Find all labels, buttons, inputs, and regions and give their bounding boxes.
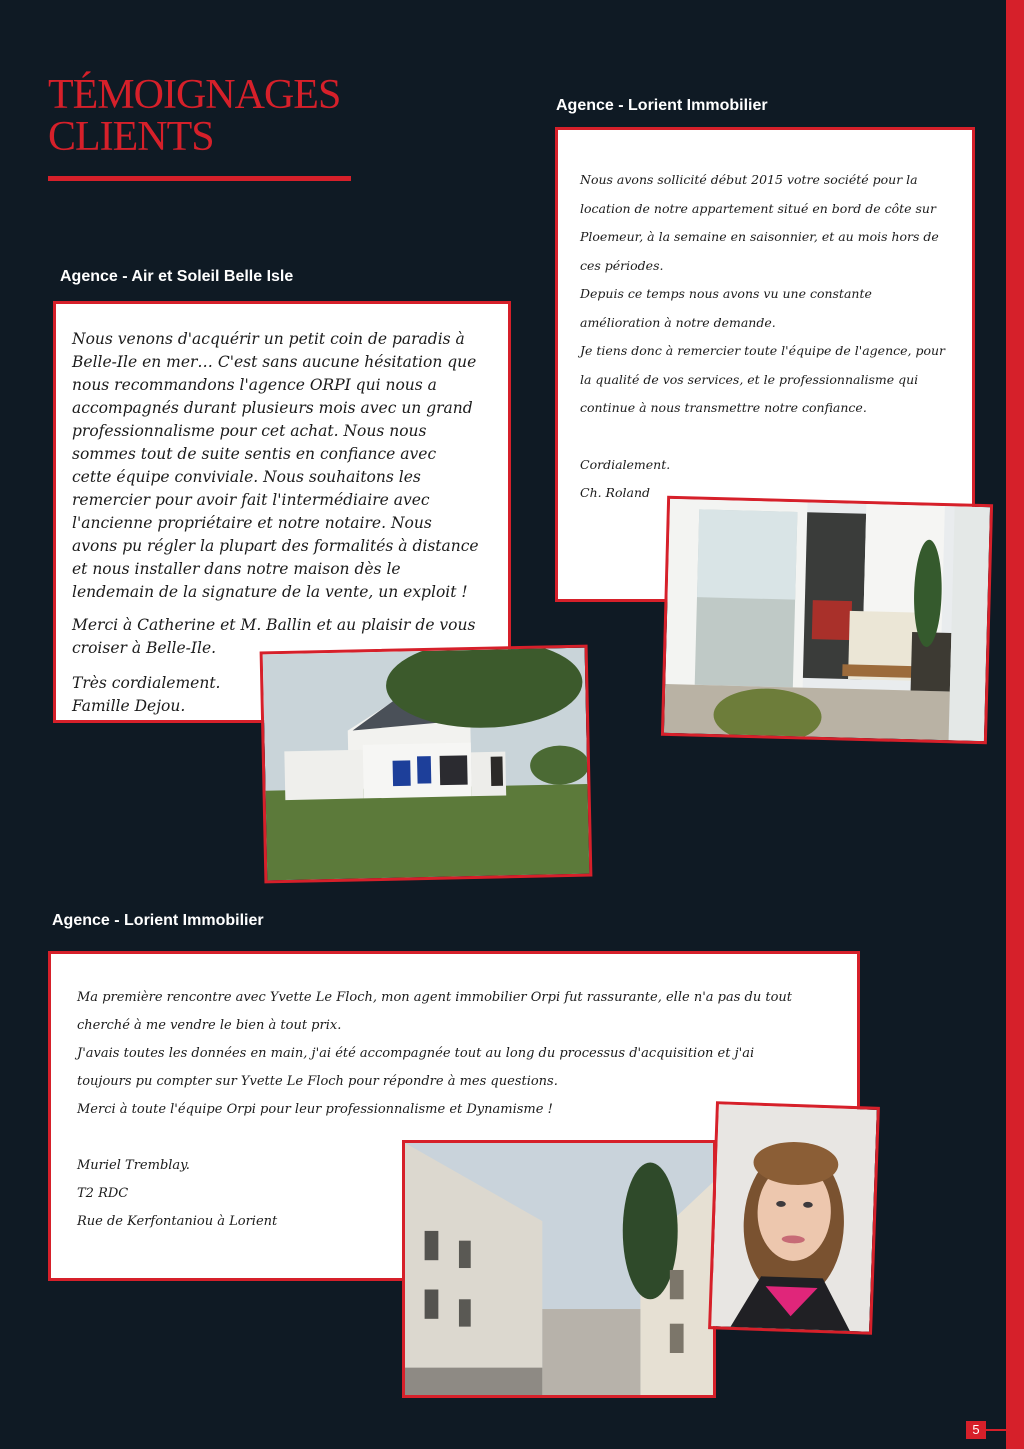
page-title-line2: CLIENTS bbox=[48, 114, 214, 160]
letter-signoff: Cordialement. bbox=[580, 456, 671, 472]
letter-paragraph: Depuis ce temps nous avons vu une constante amélioration à notre demande. bbox=[580, 286, 872, 330]
page-title-line1: TÉMOIGNAGES bbox=[48, 72, 341, 118]
letter-signature: Muriel Tremblay. bbox=[77, 1158, 190, 1173]
agency-label-lorient-2: Agence - Lorient Immobilier bbox=[52, 912, 264, 929]
letter-address: T2 RDC bbox=[77, 1186, 129, 1201]
letter-paragraph: Nous venons d'acquérir un petit coin de paradis à Belle-Ile en mer… C'est sans aucune hésitation que nous recommandons l'agence ORPI qui nous a accompagnés durant plusieurs mois avec un grand professionnalisme pour cet achat. Nous nous sommes tout de suite sentis en confiance avec cette équipe conviviale. Nous souhaitons les remercier pour avoir fait l'intermédiaire avec l'ancienne propriétaire et notre notaire. Nous avons pu régler la plupart des formalités à distance et nous installer dans notre maison dès le lendemain de la signature de la vente, un exploit ! bbox=[72, 330, 479, 601]
letter-address: Rue de Kerfontaniou à Lorient bbox=[77, 1214, 278, 1229]
page-number-rule bbox=[986, 1429, 1024, 1431]
letter-paragraph: Je tiens donc à remercier toute l'équipe de l'agence, pour la qualité de vos services, et le professionnalisme qui continue à nous transmettre notre confiance. bbox=[580, 343, 946, 415]
title-underline bbox=[48, 176, 351, 181]
letter-signature: Ch. Roland bbox=[580, 485, 651, 500]
letter-signature: Famille Dejou. bbox=[72, 697, 186, 715]
right-accent-strip bbox=[1006, 0, 1024, 1449]
agency-label-belle-isle: Agence - Air et Soleil Belle Isle bbox=[60, 268, 294, 285]
agency-label-lorient-1: Agence - Lorient Immobilier bbox=[556, 97, 768, 114]
letter-paragraph: Merci à toute l'équipe Orpi pour leur professionnalisme et Dynamisme ! bbox=[77, 1102, 553, 1117]
street-photo bbox=[402, 1140, 716, 1398]
letter-paragraph: J'avais toutes les données en main, j'ai été accompagnée tout au long du processus d'acquisition et j'ai toujours pu compter sur Yvette Le Floch pour répondre à mes questions. bbox=[77, 1046, 755, 1089]
portrait-photo bbox=[708, 1101, 880, 1335]
letter-paragraph: Ma première rencontre avec Yvette Le Floch, mon agent immobilier Orpi fut rassurante, elle n'a pas du tout cherché à me vendre le bien à tout prix. bbox=[77, 990, 793, 1033]
letter-signoff: Très cordialement. bbox=[72, 674, 221, 692]
page-number: 5 bbox=[966, 1421, 986, 1439]
terrace-photo bbox=[661, 496, 993, 744]
letter-paragraph: Merci à Catherine et M. Ballin et au plaisir de vous croiser à Belle-Ile. bbox=[72, 616, 476, 657]
house-photo bbox=[260, 645, 593, 884]
page-title bbox=[48, 74, 340, 158]
letter-paragraph: Nous avons sollicité début 2015 votre société pour la location de notre appartement situé en bord de côte sur Ploemeur, à la semaine en saisonnier, et au mois hors de ces périodes. bbox=[580, 172, 939, 273]
